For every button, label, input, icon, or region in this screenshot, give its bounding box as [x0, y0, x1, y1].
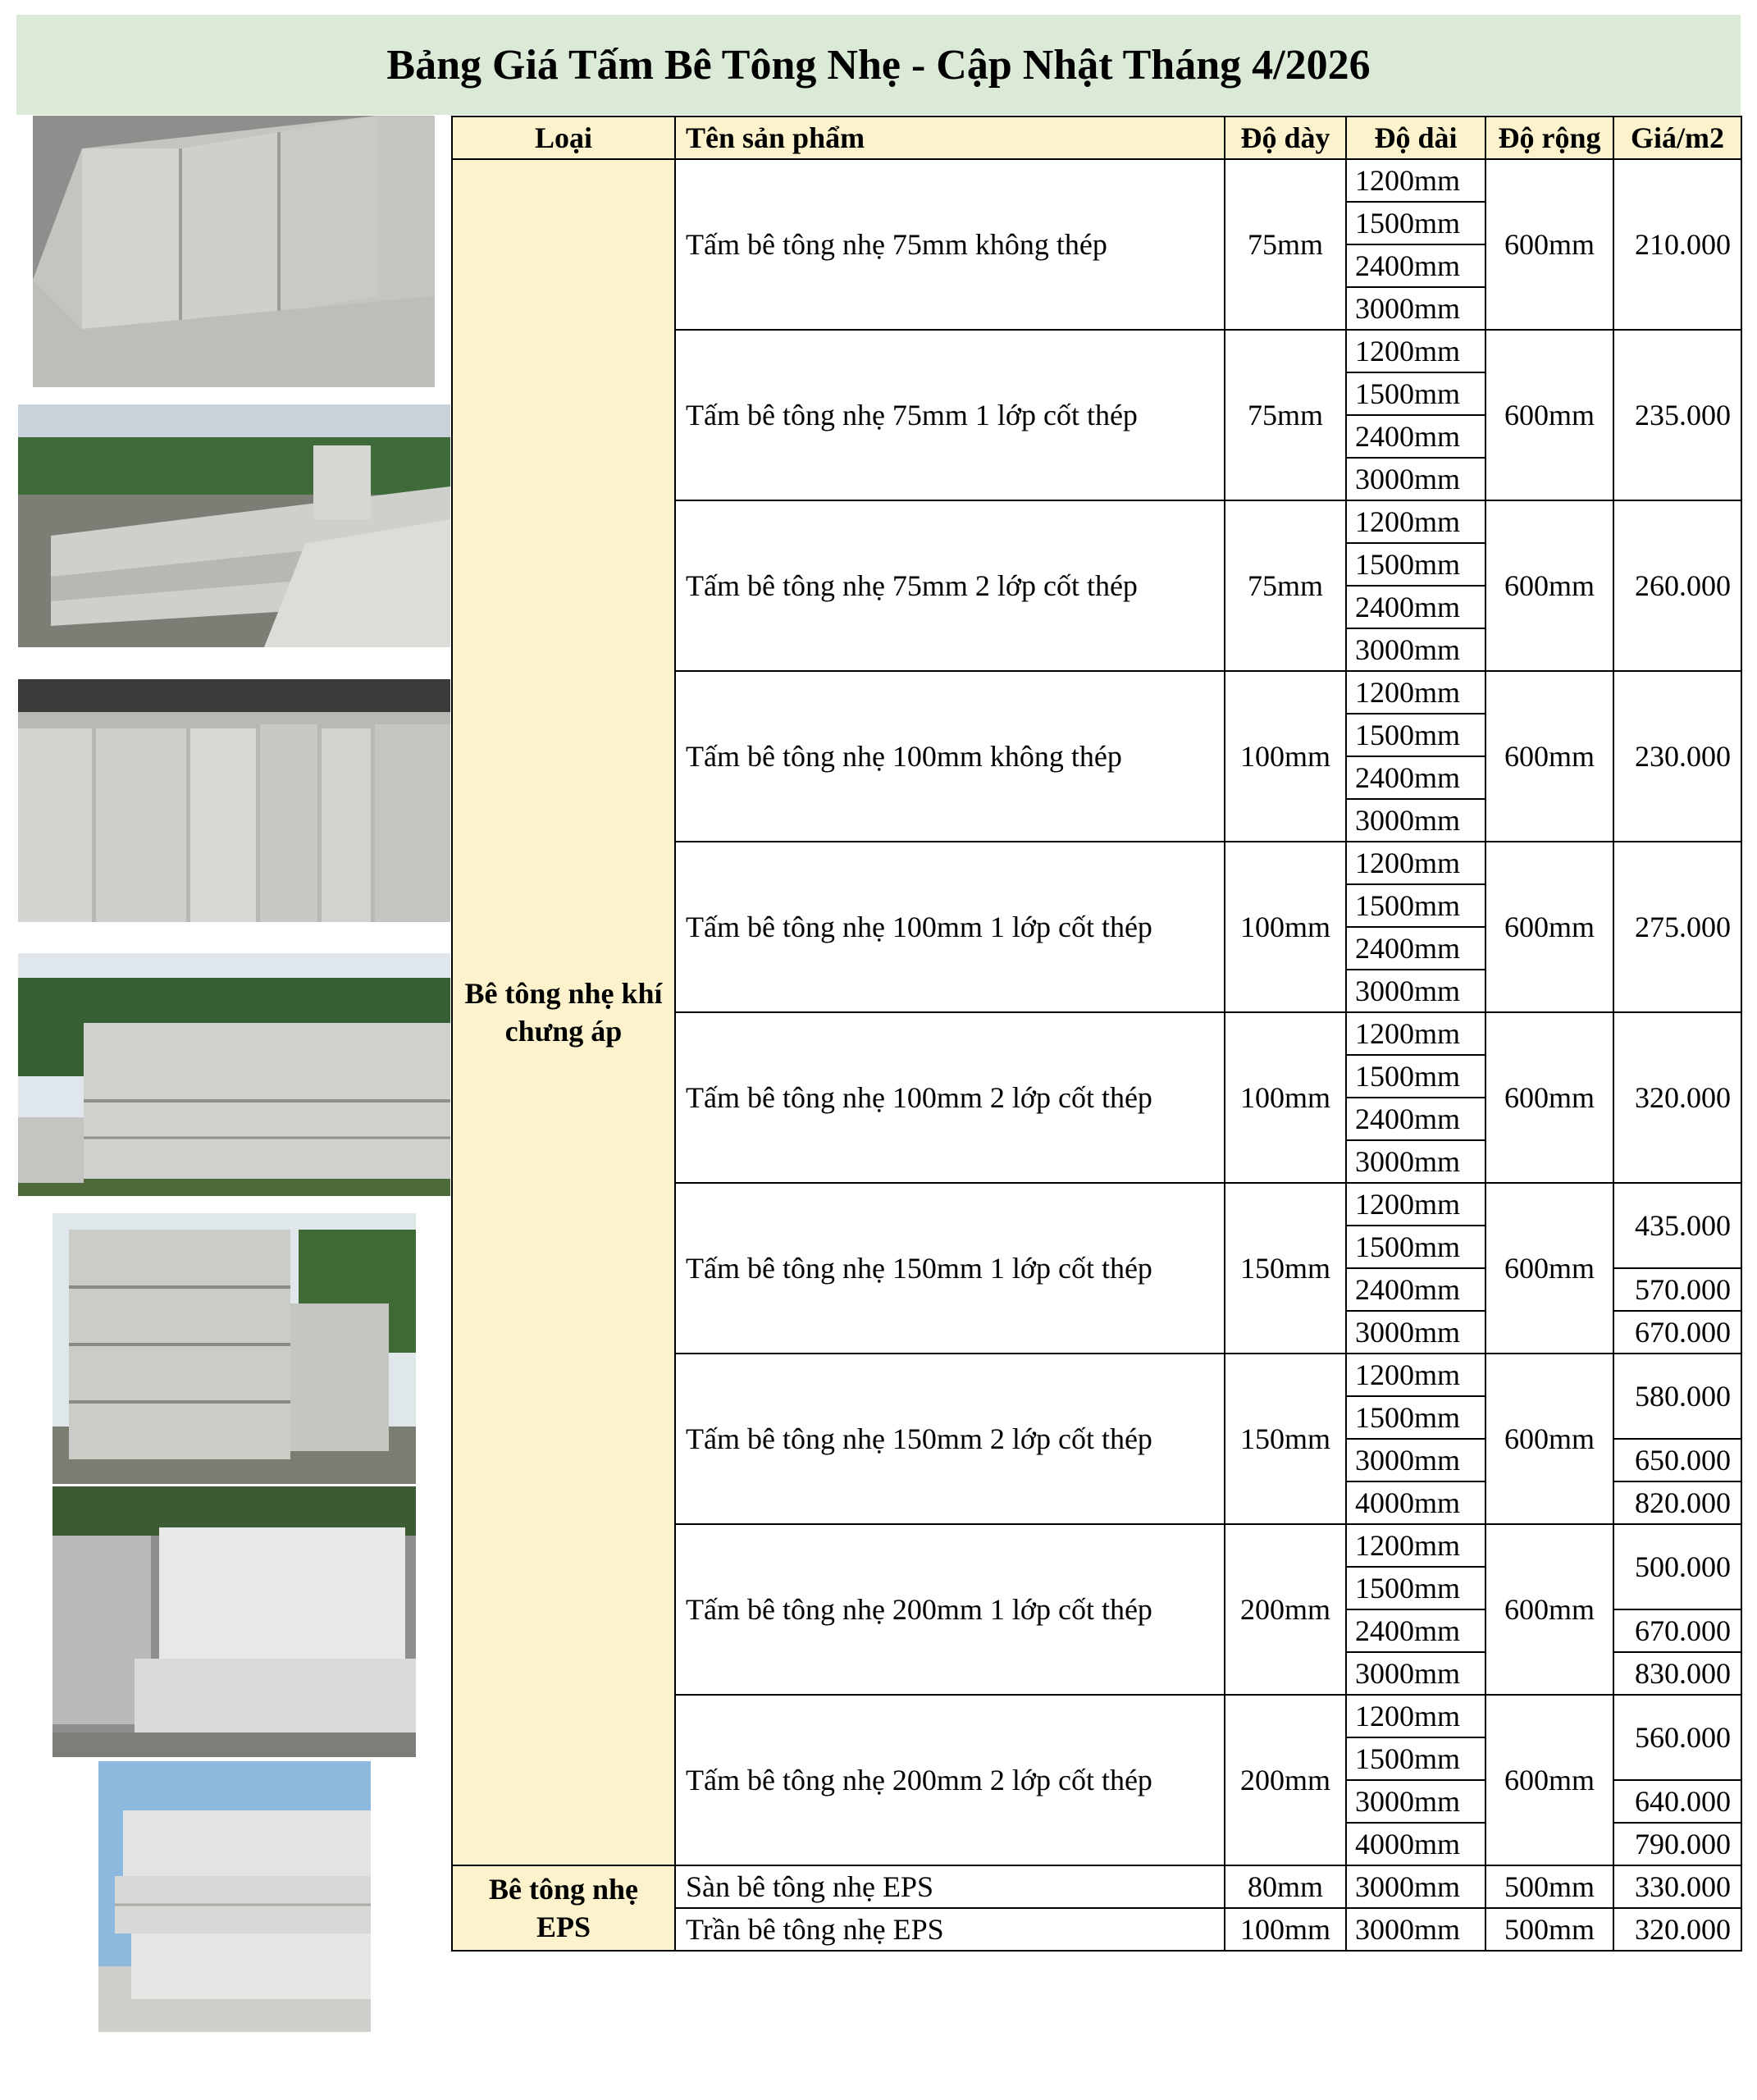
header-loai: Loại — [452, 116, 675, 159]
length-cell: 1200mm — [1346, 1012, 1485, 1055]
product-thickness: 100mm — [1225, 1012, 1346, 1183]
product-name: Tấm bê tông nhẹ 100mm không thép — [675, 671, 1225, 842]
product-name: Tấm bê tông nhẹ 150mm 1 lớp cốt thép — [675, 1183, 1225, 1354]
product-price: 580.000 — [1613, 1354, 1741, 1439]
product-thickness: 150mm — [1225, 1354, 1346, 1524]
header-ten-san-pham: Tên sản phẩm — [675, 116, 1225, 159]
length-cell: 3000mm — [1346, 1439, 1485, 1481]
length-cell: 4000mm — [1346, 1823, 1485, 1865]
product-thickness: 75mm — [1225, 159, 1346, 330]
product-width: 600mm — [1485, 1695, 1613, 1865]
length-cell: 3000mm — [1346, 628, 1485, 671]
product-thickness: 200mm — [1225, 1695, 1346, 1865]
product-price: 830.000 — [1613, 1652, 1741, 1695]
product-price: 330.000 — [1613, 1865, 1741, 1908]
length-cell: 3000mm — [1346, 1780, 1485, 1823]
product-price: 320.000 — [1613, 1012, 1741, 1183]
length-cell: 3000mm — [1346, 1908, 1485, 1951]
length-cell: 1200mm — [1346, 330, 1485, 372]
length-cell: 2400mm — [1346, 1098, 1485, 1140]
length-cell: 1500mm — [1346, 884, 1485, 927]
length-cell: 3000mm — [1346, 1140, 1485, 1183]
product-thickness: 75mm — [1225, 500, 1346, 671]
length-cell: 2400mm — [1346, 244, 1485, 287]
product-price: 670.000 — [1613, 1609, 1741, 1652]
length-cell: 3000mm — [1346, 970, 1485, 1012]
length-cell: 2400mm — [1346, 927, 1485, 970]
product-width: 600mm — [1485, 330, 1613, 500]
length-cell: 1200mm — [1346, 1524, 1485, 1567]
length-cell: 3000mm — [1346, 1652, 1485, 1695]
product-price: 560.000 — [1613, 1695, 1741, 1780]
length-cell: 1500mm — [1346, 1226, 1485, 1268]
table-header-row — [452, 116, 1741, 159]
table-row — [452, 1865, 1741, 1908]
photo-panels-sky — [98, 1761, 371, 2032]
product-thickness: 200mm — [1225, 1524, 1346, 1695]
product-price: 235.000 — [1613, 330, 1741, 500]
product-width: 500mm — [1485, 1865, 1613, 1908]
length-cell: 2400mm — [1346, 1268, 1485, 1311]
product-thickness: 75mm — [1225, 330, 1346, 500]
photo-panels-edge-closeup — [18, 679, 450, 922]
product-width: 600mm — [1485, 1012, 1613, 1183]
product-name: Tấm bê tông nhẹ 200mm 2 lớp cốt thép — [675, 1695, 1225, 1865]
product-name: Tấm bê tông nhẹ 75mm 1 lớp cốt thép — [675, 330, 1225, 500]
length-cell: 1200mm — [1346, 842, 1485, 884]
photo-panel-stack-yard — [18, 953, 450, 1196]
length-cell: 2400mm — [1346, 415, 1485, 458]
product-thickness: 80mm — [1225, 1865, 1346, 1908]
photo-panels-stacked-outdoor — [18, 404, 450, 647]
table-row — [452, 159, 1741, 202]
photo-concrete-blocks — [33, 116, 435, 387]
product-price: 820.000 — [1613, 1481, 1741, 1524]
product-thickness: 100mm — [1225, 842, 1346, 1012]
category-alc: Bê tông nhẹ khí chưng áp — [452, 159, 675, 1865]
product-width: 600mm — [1485, 1524, 1613, 1695]
length-cell: 3000mm — [1346, 799, 1485, 842]
length-cell: 1200mm — [1346, 1354, 1485, 1396]
product-name: Tấm bê tông nhẹ 200mm 1 lớp cốt thép — [675, 1524, 1225, 1695]
product-thickness: 150mm — [1225, 1183, 1346, 1354]
category-eps: Bê tông nhẹ EPS — [452, 1865, 675, 1951]
photo-white-panels-warehouse — [52, 1486, 416, 1757]
length-cell: 1200mm — [1346, 1695, 1485, 1737]
length-cell: 1500mm — [1346, 372, 1485, 415]
length-cell: 1500mm — [1346, 202, 1485, 244]
page-title: Bảng Giá Tấm Bê Tông Nhẹ - Cập Nhật Tháng 4/2026 — [16, 15, 1741, 115]
product-price: 210.000 — [1613, 159, 1741, 330]
product-width: 600mm — [1485, 842, 1613, 1012]
product-width: 600mm — [1485, 500, 1613, 671]
product-price: 435.000 — [1613, 1183, 1741, 1268]
length-cell: 3000mm — [1346, 458, 1485, 500]
product-name: Tấm bê tông nhẹ 150mm 2 lớp cốt thép — [675, 1354, 1225, 1524]
product-thickness: 100mm — [1225, 1908, 1346, 1951]
product-price: 275.000 — [1613, 842, 1741, 1012]
length-cell: 2400mm — [1346, 586, 1485, 628]
product-name: Tấm bê tông nhẹ 75mm không thép — [675, 159, 1225, 330]
length-cell: 3000mm — [1346, 287, 1485, 330]
length-cell: 3000mm — [1346, 1865, 1485, 1908]
product-price: 650.000 — [1613, 1439, 1741, 1481]
product-price: 320.000 — [1613, 1908, 1741, 1951]
product-price: 570.000 — [1613, 1268, 1741, 1311]
product-width: 600mm — [1485, 671, 1613, 842]
length-cell: 1200mm — [1346, 500, 1485, 543]
product-name: Sàn bê tông nhẹ EPS — [675, 1865, 1225, 1908]
product-name: Tấm bê tông nhẹ 100mm 1 lớp cốt thép — [675, 842, 1225, 1012]
price-table — [451, 116, 1742, 1952]
product-price: 640.000 — [1613, 1780, 1741, 1823]
header-do-day: Độ dày — [1225, 116, 1346, 159]
length-cell: 1500mm — [1346, 1055, 1485, 1098]
product-name: Tấm bê tông nhẹ 100mm 2 lớp cốt thép — [675, 1012, 1225, 1183]
length-cell: 2400mm — [1346, 1609, 1485, 1652]
length-cell: 1200mm — [1346, 159, 1485, 202]
product-price: 670.000 — [1613, 1311, 1741, 1354]
product-width: 600mm — [1485, 1183, 1613, 1354]
product-price: 230.000 — [1613, 671, 1741, 842]
length-cell: 1500mm — [1346, 1567, 1485, 1609]
length-cell: 1500mm — [1346, 714, 1485, 756]
product-name: Trần bê tông nhẹ EPS — [675, 1908, 1225, 1951]
length-cell: 1500mm — [1346, 1396, 1485, 1439]
header-do-rong: Độ rộng — [1485, 116, 1613, 159]
product-price: 260.000 — [1613, 500, 1741, 671]
length-cell: 4000mm — [1346, 1481, 1485, 1524]
product-width: 500mm — [1485, 1908, 1613, 1951]
length-cell: 1500mm — [1346, 1737, 1485, 1780]
product-thickness: 100mm — [1225, 671, 1346, 842]
product-name: Tấm bê tông nhẹ 75mm 2 lớp cốt thép — [675, 500, 1225, 671]
product-width: 600mm — [1485, 159, 1613, 330]
length-cell: 1200mm — [1346, 671, 1485, 714]
header-gia: Giá/m2 — [1613, 116, 1741, 159]
length-cell: 1500mm — [1346, 543, 1485, 586]
product-price: 790.000 — [1613, 1823, 1741, 1865]
length-cell: 2400mm — [1346, 756, 1485, 799]
product-width: 600mm — [1485, 1354, 1613, 1524]
length-cell: 3000mm — [1346, 1311, 1485, 1354]
header-do-dai: Độ dài — [1346, 116, 1485, 159]
length-cell: 1200mm — [1346, 1183, 1485, 1226]
photo-panel-stack-large — [52, 1213, 416, 1484]
product-price: 500.000 — [1613, 1524, 1741, 1609]
